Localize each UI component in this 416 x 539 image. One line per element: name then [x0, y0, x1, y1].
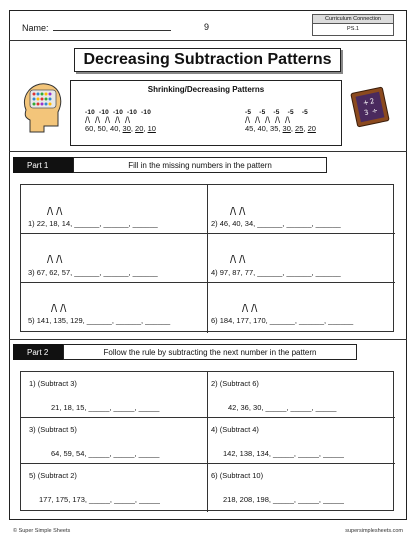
example-right	[245, 109, 316, 133]
curriculum-box	[312, 14, 394, 36]
part2-item-6[interactable]	[208, 464, 395, 512]
name-label: Name:	[22, 23, 49, 33]
name-field[interactable]	[22, 22, 171, 33]
part2-header	[13, 344, 357, 360]
example-right-diffs: -5 -5 -5 -5 -5	[245, 109, 308, 116]
part2-sequence-1: 21, 18, 15, _____, _____, _____	[51, 403, 160, 412]
example-right-answer-1: 30	[282, 124, 291, 133]
example-left-answer-2: 20	[135, 124, 144, 133]
part2-sequence-2: 42, 36, 30, _____, _____, _____	[228, 403, 337, 412]
section-divider-1	[9, 151, 407, 152]
svg-text:+: +	[362, 98, 370, 108]
caret-icons: /\ /\	[230, 206, 246, 218]
part1-item-1[interactable]	[21, 185, 208, 234]
caret-icons: /\ /\	[47, 206, 63, 218]
part1-grid	[20, 184, 394, 332]
brain-head-icon	[18, 80, 66, 134]
section-divider-2	[9, 339, 407, 340]
part2-sequence-5: 177, 175, 173, _____, _____, _____	[39, 495, 160, 504]
example-title: Shrinking/Decreasing Patterns	[147, 85, 265, 94]
example-right-answer-2: 25	[295, 124, 304, 133]
part2-sequence-6: 218, 208, 198, _____, _____, _____	[223, 495, 344, 504]
example-right-answer-3: 20	[307, 124, 316, 133]
example-left-plain: 60, 50, 40,	[85, 124, 123, 133]
part1-question-1: 1) 22, 18, 14, ______, ______, ______	[28, 219, 158, 228]
part2-rule-2: 2) (Subtract 6)	[211, 379, 259, 388]
part1-item-5[interactable]	[21, 283, 208, 333]
example-right-carets: /\ /\ /\ /\ /\	[245, 115, 291, 125]
caret-icons: /\ /\	[47, 254, 63, 266]
part2-rule-5: 5) (Subtract 2)	[29, 471, 77, 480]
part2-rule-1: 1) (Subtract 3)	[29, 379, 77, 388]
name-line[interactable]	[53, 22, 171, 31]
svg-text:2: 2	[369, 97, 376, 106]
part2-label: Part 2	[13, 344, 63, 360]
page-number: 9	[204, 22, 210, 32]
part2-item-4[interactable]	[208, 418, 395, 464]
part1-instruction: Fill in the missing numbers in the pattern	[73, 157, 327, 173]
example-box	[70, 80, 342, 146]
part2-item-1[interactable]	[21, 372, 208, 418]
example-right-sequence: 45, 40, 35, 30, 25, 20	[245, 124, 316, 133]
example-left-diffs: -10 -10 -10 -10 -10	[85, 109, 152, 116]
curriculum-label: Curriculum Connection	[313, 15, 393, 24]
part1-question-5: 5) 141, 135, 129, ______, ______, ______	[28, 316, 171, 325]
part1-question-2: 2) 46, 40, 34, ______, ______, ______	[211, 219, 341, 228]
footer-website[interactable]: supersimplesheets.com	[345, 528, 403, 534]
svg-text:÷: ÷	[371, 106, 379, 116]
example-left	[85, 109, 156, 133]
example-left-answer-3: 10	[147, 124, 156, 133]
footer-copyright: © Super Simple Sheets	[13, 528, 71, 534]
part2-item-5[interactable]	[21, 464, 208, 512]
header-divider	[9, 40, 407, 41]
caret-icons: /\ /\	[230, 254, 246, 266]
part2-sequence-3: 64, 59, 54, _____, _____, _____	[51, 449, 160, 458]
part1-label: Part 1	[13, 157, 73, 173]
part1-question-6: 6) 184, 177, 170, ______, ______, ______	[211, 316, 354, 325]
part1-item-2[interactable]	[208, 185, 395, 234]
caret-icons: /\ /\	[242, 303, 258, 315]
caret-icons: /\ /\	[51, 303, 67, 315]
curriculum-code: PS.1	[347, 26, 359, 32]
part2-item-3[interactable]	[21, 418, 208, 464]
part2-grid	[20, 371, 394, 511]
part1-question-3: 3) 67, 62, 57, ______, ______, ______	[28, 268, 158, 277]
part2-rule-3: 3) (Subtract 5)	[29, 425, 77, 434]
math-board-icon	[350, 86, 390, 128]
example-right-plain: 45, 40, 35,	[245, 124, 283, 133]
part1-question-4: 4) 97, 87, 77, ______, ______, ______	[211, 268, 341, 277]
part2-instruction: Follow the rule by subtracting the next number in the pattern	[63, 344, 357, 360]
part1-item-4[interactable]	[208, 234, 395, 283]
part2-item-2[interactable]	[208, 372, 395, 418]
part2-sequence-4: 142, 138, 134, _____, _____, _____	[223, 449, 344, 458]
part1-header	[13, 157, 327, 173]
page-title: Decreasing Subtraction Patterns	[74, 48, 341, 72]
svg-text:3: 3	[363, 108, 370, 118]
part1-item-6[interactable]	[208, 283, 395, 333]
example-left-carets: /\ /\ /\ /\ /\	[85, 115, 131, 125]
part2-rule-4: 4) (Subtract 4)	[211, 425, 259, 434]
example-left-answer-1: 30	[122, 124, 131, 133]
part1-item-3[interactable]	[21, 234, 208, 283]
example-left-sequence: 60, 50, 40, 30, 20, 10	[85, 124, 156, 133]
part2-rule-6: 6) (Subtract 10)	[211, 471, 264, 480]
